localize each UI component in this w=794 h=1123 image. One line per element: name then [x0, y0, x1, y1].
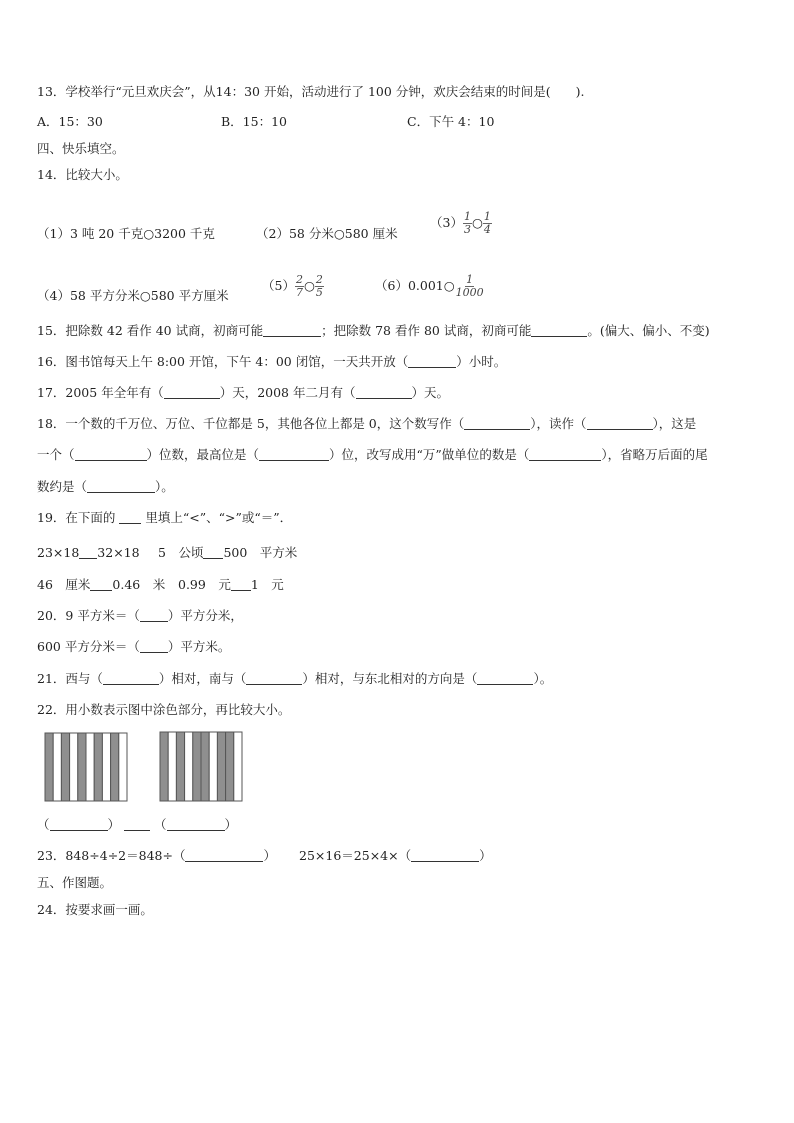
- q20-line1: [37, 607, 243, 625]
- denominator: 4: [483, 223, 491, 236]
- q18-text: ），这是: [652, 416, 697, 431]
- q18-text: ）位数，最高位是（: [146, 447, 260, 462]
- q14-item1: （1）3 吨 20 千克○3200 千克: [37, 226, 215, 241]
- blank-strip: [234, 732, 242, 801]
- answer-blank[interactable]: [356, 386, 412, 399]
- q20-line2: [37, 638, 230, 656]
- numerator: 1: [483, 210, 491, 223]
- answer-blank[interactable]: [411, 849, 479, 862]
- blank-strip: [168, 732, 176, 801]
- blank-strip: [185, 732, 193, 801]
- q19-row2: [37, 576, 165, 594]
- fraction: [483, 211, 492, 236]
- fraction: [463, 211, 472, 236]
- shaded-strip: [201, 732, 209, 801]
- shaded-strip: [176, 732, 184, 801]
- q19-title: [37, 509, 292, 527]
- q14-item3: [430, 203, 492, 243]
- q22-answers: [37, 816, 237, 834]
- q18-text: ）位，改写成用“万”做单位的数是（: [329, 447, 530, 462]
- q20-text: 20．9 平方米＝（: [37, 608, 140, 623]
- q19-expr: 23×18: [37, 545, 80, 560]
- q18-text: ），省略万后面的尾: [601, 447, 708, 462]
- shaded-strip: [217, 732, 225, 801]
- answer-blank[interactable]: [103, 672, 159, 685]
- answer-blank[interactable]: [477, 672, 533, 685]
- shaded-strip: [94, 733, 102, 801]
- compare-circle: ○: [303, 278, 315, 293]
- answer-blank[interactable]: [140, 609, 168, 622]
- numerator: 1: [466, 273, 474, 286]
- paren: （: [154, 817, 167, 832]
- q21-text: ）相对，与东北相对的方向是（: [302, 671, 478, 686]
- q24-question: 24．按要求画一画。: [37, 902, 153, 917]
- paren: （: [37, 817, 50, 832]
- numerator: 2: [295, 273, 303, 286]
- q13-option-c: C．下午 4：10: [407, 114, 495, 129]
- answer-blank[interactable]: [167, 818, 225, 831]
- shaded-strip: [45, 733, 53, 801]
- q17-text: ）天，2008 年二月有（: [219, 385, 356, 400]
- answer-blank[interactable]: [79, 546, 97, 559]
- q23-right: [299, 847, 492, 865]
- q19-text: 19．在下面的: [37, 510, 116, 525]
- q19-row1-b: [158, 544, 297, 562]
- blank-strip: [53, 733, 61, 801]
- answer-blank[interactable]: [203, 546, 223, 559]
- q17-text: 17．2005 年全年有（: [37, 385, 164, 400]
- section-heading-fill: 四、快乐填空。: [37, 141, 125, 156]
- answer-blank[interactable]: [263, 324, 321, 337]
- q18-text: 数约是（: [37, 479, 88, 494]
- q21-question: [37, 670, 552, 688]
- blank-strip: [209, 732, 217, 801]
- q19-expr: 1 元: [250, 577, 284, 592]
- q14-item4: （4）58 平方分米○580 平方厘米: [37, 288, 229, 303]
- answer-blank[interactable]: [464, 417, 530, 430]
- answer-blank[interactable]: [587, 417, 653, 430]
- q17-text: ）天。: [411, 385, 450, 400]
- q15-text: 。(偏大、偏小、不变): [587, 323, 710, 338]
- q19-expr: 5 公顷: [158, 545, 204, 560]
- answer-blank[interactable]: [87, 480, 155, 493]
- shaded-strip: [111, 733, 119, 801]
- fig1-strips: [45, 733, 127, 801]
- q14-item5: [262, 266, 324, 306]
- q18-text: ），读作（: [530, 416, 587, 431]
- q14-item6: [375, 264, 485, 308]
- q18-line3: [37, 478, 174, 496]
- answer-blank[interactable]: [185, 849, 263, 862]
- q18-text: ）。: [155, 479, 174, 494]
- q21-text: 21．西与（: [37, 671, 103, 686]
- shaded-bar-figure-1: [44, 732, 128, 802]
- q23-left: [37, 847, 276, 865]
- paren: ）: [224, 817, 238, 832]
- q22-title: 22．用小数表示图中涂色部分，再比较大小。: [37, 702, 291, 717]
- q19-expr: 0.99 元: [178, 577, 231, 592]
- shaded-bar-figure-2: [159, 731, 243, 802]
- q18-text: 18．一个数的千万位、万位、千位都是 5，其他各位上都是 0，这个数写作（: [37, 416, 465, 431]
- shaded-strip: [160, 732, 168, 801]
- q13-question: 13．学校举行“元旦欢庆会”，从14：30 开始，活动进行了 100 分钟，欢庆会结束的时间是( ).: [37, 84, 585, 99]
- q14-title: 14．比较大小。: [37, 167, 128, 182]
- compare-blank[interactable]: [124, 818, 150, 831]
- q14-item3-label: （3）: [430, 215, 463, 230]
- q19-expr: 0.46 米: [112, 577, 166, 592]
- blank-strip: [102, 733, 110, 801]
- blank-strip: [70, 733, 78, 801]
- answer-blank[interactable]: [529, 448, 601, 461]
- denominator: 7: [295, 286, 303, 299]
- shaded-strip: [226, 732, 234, 801]
- fraction: [295, 274, 304, 299]
- denominator: 1000: [455, 286, 484, 299]
- answer-blank[interactable]: [408, 355, 456, 368]
- q14-item6-label: （6）0.001○: [375, 278, 455, 293]
- answer-blank[interactable]: [90, 578, 112, 591]
- paren: ）: [107, 817, 121, 832]
- answer-blank[interactable]: [50, 818, 108, 831]
- q18-line1: [37, 415, 696, 433]
- q21-text: ）。: [533, 671, 553, 686]
- section-heading-drawing: 五、作图题。: [37, 875, 113, 890]
- q19-text: 里填上“<”、“>”或“＝”．: [145, 510, 293, 525]
- q13-option-b: B．15：10: [221, 114, 287, 129]
- q19-expr: 46 厘米: [37, 577, 91, 592]
- q19-expr: 500 平方米: [223, 545, 298, 560]
- answer-blank[interactable]: [164, 386, 220, 399]
- compare-circle: ○: [471, 215, 483, 230]
- q18-text: 一个（: [37, 447, 75, 462]
- shaded-strip: [61, 733, 69, 801]
- numerator: 1: [463, 210, 471, 223]
- blank-strip: [86, 733, 94, 801]
- answer-blank[interactable]: [246, 672, 302, 685]
- q14-item5-label: （5）: [262, 278, 295, 293]
- answer-blank[interactable]: [231, 578, 251, 591]
- q23-text: ）: [479, 848, 492, 863]
- blank-strip: [119, 733, 127, 801]
- numerator: 2: [315, 273, 323, 286]
- q23-text: ）: [263, 848, 276, 863]
- q17-question: [37, 384, 449, 402]
- q15-question: [37, 322, 710, 340]
- answer-blank[interactable]: [75, 448, 147, 461]
- q18-line2: [37, 446, 708, 464]
- q13-option-a: A．15：30: [37, 114, 103, 129]
- q19-row2-b: [178, 576, 284, 594]
- fraction: [455, 274, 485, 299]
- fig2-strips: [160, 732, 242, 801]
- q20-text: ）平方分米，: [167, 608, 243, 623]
- shaded-strip: [78, 733, 86, 801]
- q14-item2: （2）58 分米○580 厘米: [256, 226, 398, 241]
- q16-question: [37, 353, 506, 371]
- answer-blank: [119, 511, 141, 524]
- answer-blank[interactable]: [259, 448, 329, 461]
- answer-blank[interactable]: [531, 324, 587, 337]
- q19-expr: 32×18: [97, 545, 140, 560]
- q23-text: 25×16＝25×4×（: [299, 848, 412, 863]
- q23-text: 23．848÷4÷2＝848÷（: [37, 848, 186, 863]
- q16-text: 16．图书馆每天上午 8:00 开馆，下午 4：00 闭馆，一天共开放（: [37, 354, 409, 369]
- q20-text: ）平方米。: [167, 639, 231, 654]
- q15-text: 15．把除数 42 看作 40 试商，初商可能: [37, 323, 264, 338]
- shaded-strip: [193, 732, 201, 801]
- fraction: [315, 274, 324, 299]
- denominator: 5: [315, 286, 323, 299]
- q15-text: ；把除数 78 看作 80 试商，初商可能: [321, 323, 532, 338]
- q21-text: ）相对，南与（: [158, 671, 247, 686]
- q19-row1: [37, 544, 140, 562]
- q20-text: 600 平方分米＝（: [37, 639, 140, 654]
- denominator: 3: [463, 223, 471, 236]
- q16-text: ）小时。: [456, 354, 507, 369]
- answer-blank[interactable]: [140, 640, 168, 653]
